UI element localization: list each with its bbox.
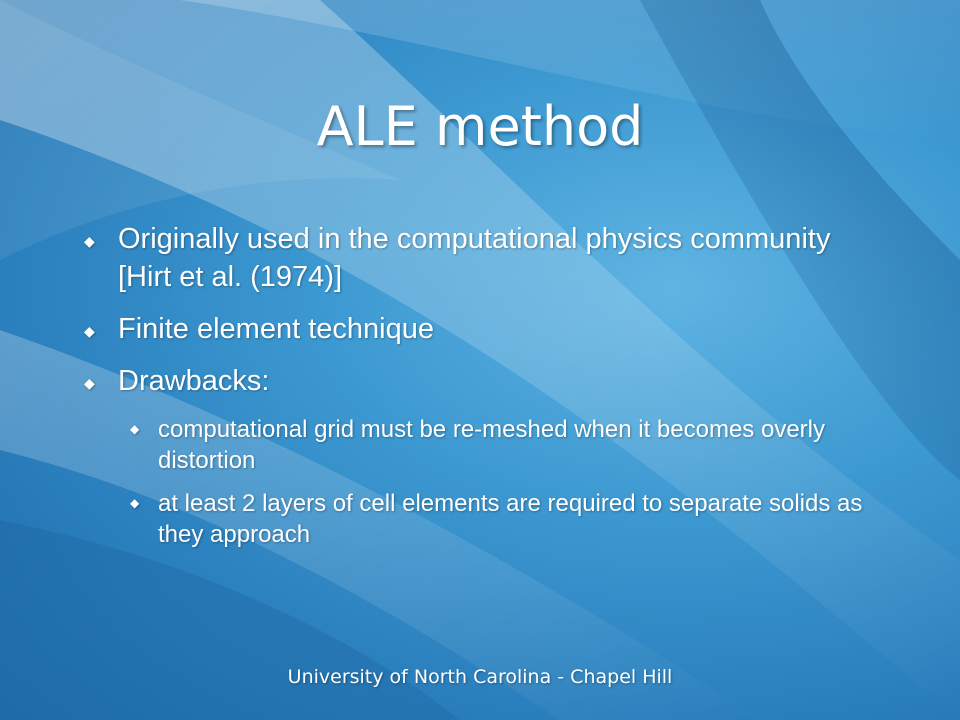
diamond-bullet-icon: ◆ (84, 323, 95, 339)
sub-bullet-text: at least 2 layers of cell elements are required to separate solids as they approach (158, 490, 863, 548)
bullet-text: Drawbacks: (118, 365, 270, 397)
diamond-bullet-icon: ◆ (84, 375, 95, 391)
diamond-bullet-icon: ◆ (84, 233, 95, 249)
diamond-bullet-icon: ◆ (130, 496, 140, 510)
bullet-item (84, 310, 874, 348)
diamond-bullet-icon: ◆ (130, 422, 140, 436)
slide-footer: University of North Carolina - Chapel Hill (287, 666, 673, 688)
bullet-item (84, 220, 874, 296)
bullet-list (84, 220, 874, 562)
sub-bullet-item (84, 414, 874, 476)
sub-bullet-item (84, 488, 874, 550)
bullet-item (84, 362, 874, 400)
sub-bullet-text: computational grid must be re-meshed when it becomes overly distortion (158, 416, 825, 474)
bullet-text: Finite element technique (118, 313, 434, 345)
bullet-text: Originally used in the computational physics community [Hirt et al. (1974)] (118, 223, 831, 293)
slide-title: ALE method (316, 95, 644, 158)
